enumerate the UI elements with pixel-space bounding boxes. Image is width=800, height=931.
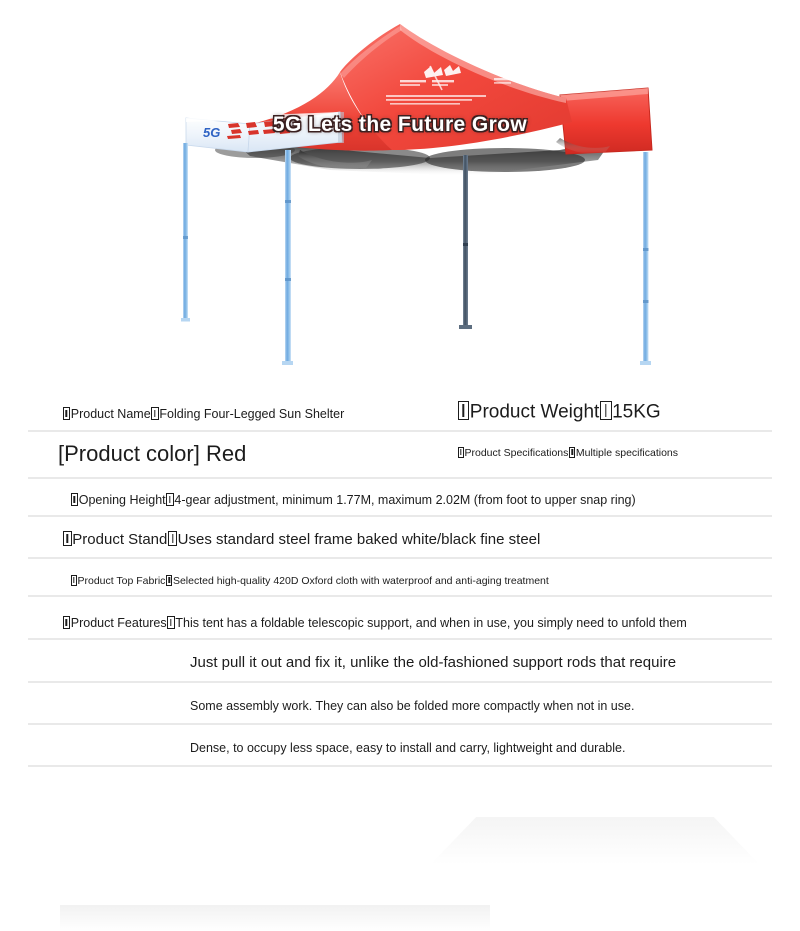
row-divider xyxy=(28,477,772,479)
banner-overlay-text: 5G Lets the Future Grow xyxy=(272,113,528,136)
spec-product-top-fabric xyxy=(70,575,549,587)
feature-line-1: Just pull it out and fix it, unlike the old-fashioned support rods that require xyxy=(190,654,677,671)
bracket-open: [ xyxy=(58,441,65,466)
spec-value: Red xyxy=(206,441,247,466)
row-divider xyxy=(28,430,772,432)
spec-opening-height xyxy=(70,493,636,507)
row-divider xyxy=(28,638,772,640)
spec-label: Product Name xyxy=(70,407,151,421)
bracket-glyph xyxy=(458,401,470,420)
spec-label: Product Specifications xyxy=(464,447,569,460)
spec-value: Multiple specifications xyxy=(575,447,679,460)
spec-product-name xyxy=(62,407,344,421)
bracket-glyph xyxy=(151,407,159,420)
bracket-glyph xyxy=(458,447,465,458)
spec-value: 4-gear adjustment, minimum 1.77M, maximum 2.02M (from foot to upper snap ring) xyxy=(174,493,636,507)
row-divider xyxy=(28,681,772,683)
bracket-glyph xyxy=(71,493,79,506)
spec-product-color xyxy=(58,443,246,465)
spec-label: Product Features xyxy=(70,616,167,630)
leg-right xyxy=(643,152,649,364)
bracket-glyph xyxy=(166,575,173,586)
bracket-glyph xyxy=(167,616,175,629)
spec-product-stand xyxy=(62,531,540,547)
spec-value: Uses standard steel frame baked white/black fine steel xyxy=(177,531,541,549)
bracket-glyph xyxy=(166,493,174,506)
spec-label: Product Top Fabric xyxy=(77,575,166,588)
row-divider xyxy=(28,515,772,517)
spec-label: Product Stand xyxy=(72,531,168,549)
spec-value: 15KG xyxy=(612,401,661,423)
spec-label: Opening Height xyxy=(78,493,166,507)
background-watermark-2 xyxy=(60,905,490,931)
row-divider xyxy=(28,765,772,767)
spec-value: This tent has a foldable telescopic support, and when in use, you simply need to unfold them xyxy=(175,616,687,630)
row-divider xyxy=(28,557,772,559)
spec-product-features xyxy=(62,616,687,630)
feature-line-2: Some assembly work. They can also be folded more compactly when not in use. xyxy=(190,699,635,713)
spec-value: Selected high-quality 420D Oxford cloth with waterproof and anti-aging treatment xyxy=(172,575,549,588)
bracket-glyph xyxy=(569,447,576,458)
bracket-glyph xyxy=(63,616,71,629)
tent-legs xyxy=(181,143,651,365)
spec-product-specifications xyxy=(457,447,678,459)
bracket-glyph xyxy=(63,407,71,420)
row-divider xyxy=(28,595,772,597)
svg-text:5G: 5G xyxy=(203,125,221,140)
bracket-glyph xyxy=(600,401,612,420)
leg-center-back xyxy=(463,155,468,328)
spec-label: Product Weight xyxy=(469,401,600,423)
product-photo xyxy=(0,0,800,385)
tent-illustration xyxy=(0,0,800,385)
spec-label: Product color xyxy=(64,441,194,466)
bracket-close: ] xyxy=(193,441,200,466)
row-divider xyxy=(28,723,772,725)
bracket-glyph xyxy=(168,531,177,546)
bracket-glyph xyxy=(63,531,72,546)
feature-line-3: Dense, to occupy less space, easy to install and carry, lightweight and durable. xyxy=(190,741,626,755)
specifications-table xyxy=(0,385,800,800)
leg-front-left xyxy=(285,150,291,364)
canopy-roof-red xyxy=(340,24,572,150)
spec-product-weight xyxy=(457,401,661,422)
background-watermark xyxy=(430,817,760,865)
bracket-glyph xyxy=(71,575,78,586)
leg-back-left xyxy=(183,143,188,321)
spec-value: Folding Four-Legged Sun Shelter xyxy=(159,407,345,421)
